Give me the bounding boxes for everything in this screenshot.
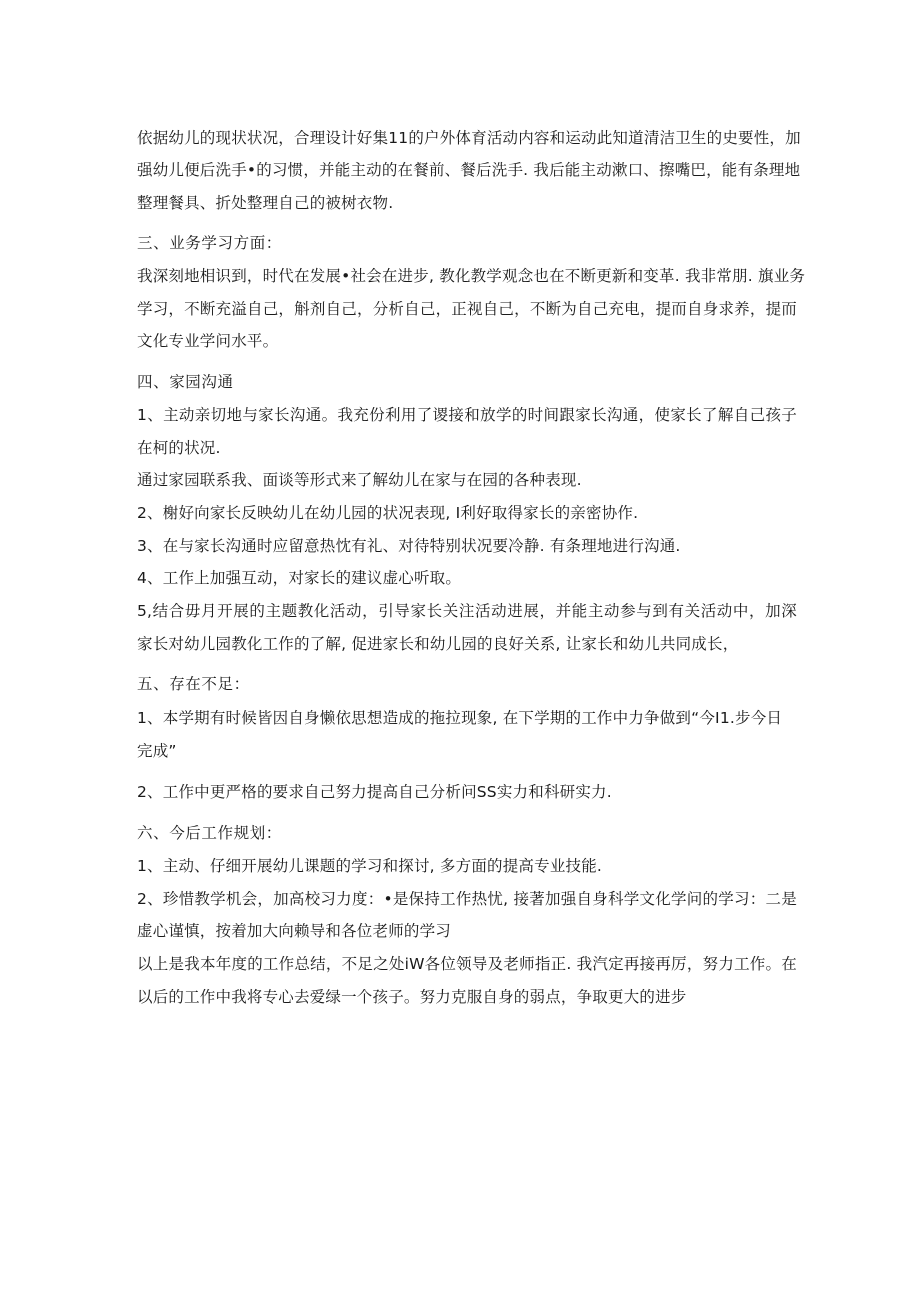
paragraph-line: 1、主动亲切地与家长沟通。我充份利用了谡接和放学的时间跟家长沟通，使家长了解自己孩子 [137,406,797,424]
paragraph-line: 以后的工作中我将专心去爱绿一个孩子。努力克服自身的弱点，争取更大的进步 [137,988,687,1006]
paragraph-line: 以上是我本年度的工作总结，不足之处iW各位领导及老师指正. 我汽定再接再厉，努力工作。在 [137,955,797,973]
section-heading: 三、业务学习方面： [137,234,282,252]
paragraph-line: 虚心谨慎，按着加大向赖导和各位老师的学习 [137,922,452,940]
paragraph-line: 2、榭好向家长反映幼儿在幼儿园的状况表现, I利好取得家长的亲密协作. [137,504,639,522]
paragraph-line: 文化专业学问水平。 [137,332,279,350]
paragraph-line: 整理餐具、折处整理自己的被树衣物. [137,194,394,212]
paragraph-line: 5,结合毋月开展的主题教化活动，引导家长关注活动进展，并能主动参与到有关活动中，加深 [137,602,797,620]
paragraph-line: 4、工作上加强互动，对家长的建议虚心听取。 [137,569,462,587]
paragraph-line: 完成” [137,742,177,760]
paragraph-line: 在柯的状况. [137,439,221,457]
section-heading: 六、今后工作规划： [137,824,282,842]
section-heading: 四、家园沟通 [137,373,234,391]
paragraph-line: 3、在与家长沟通时应留意热忱有礼、对待特别状况要冷静. 有条理地进行沟通. [137,537,681,555]
paragraph-line: 依据幼儿的现状状况，合理设计好集11的户外体育活动内容和运动此知道清洁卫生的史要性，加 [137,129,801,147]
paragraph-line: 2、珍惜教学机会，加高校习力度：•是保持工作热忧, 接著加强自身科学文化学问的学习：二是 [137,890,797,908]
paragraph-line: 2、工作中更严格的要求自己努力提高自己分析问SS实力和科研实力. [137,783,612,801]
paragraph-line: 家长对幼儿园教化工作的了解, 促进家长和幼儿园的良好关系, 让家长和幼儿共同成长， [137,635,739,653]
paragraph-line: 强幼儿便后洗手•的习惯，并能主动的在餐前、餐后洗手. 我后能主动漱口、擦嘴巴，能有条理地 [137,161,801,179]
section-heading: 五、存在不足： [137,675,250,693]
paragraph-line: 1、本学期有时候皆因自身懒依思想造成的拖拉现象, 在下学期的工作中力争做到“今I1.步今日 [137,709,783,727]
paragraph-line: 1、主动、仔细开展幼儿课题的学习和探讨, 多方面的提高专业技能. [137,857,603,875]
paragraph-line: 学习，不断充溢自己，斛剂自己，分析自己，正视自己，不断为自己充电，提而自身求养，提而 [137,300,797,318]
paragraph-line: 我深刻地相识到，时代在发展•社会在进步, 教化教学观念也在不断更新和变革. 我非常朋. 旗业务 [137,267,806,285]
paragraph-line: 通过家园联系我、面谈等形式来了解幼儿在家与在园的各种表现. [137,471,582,489]
